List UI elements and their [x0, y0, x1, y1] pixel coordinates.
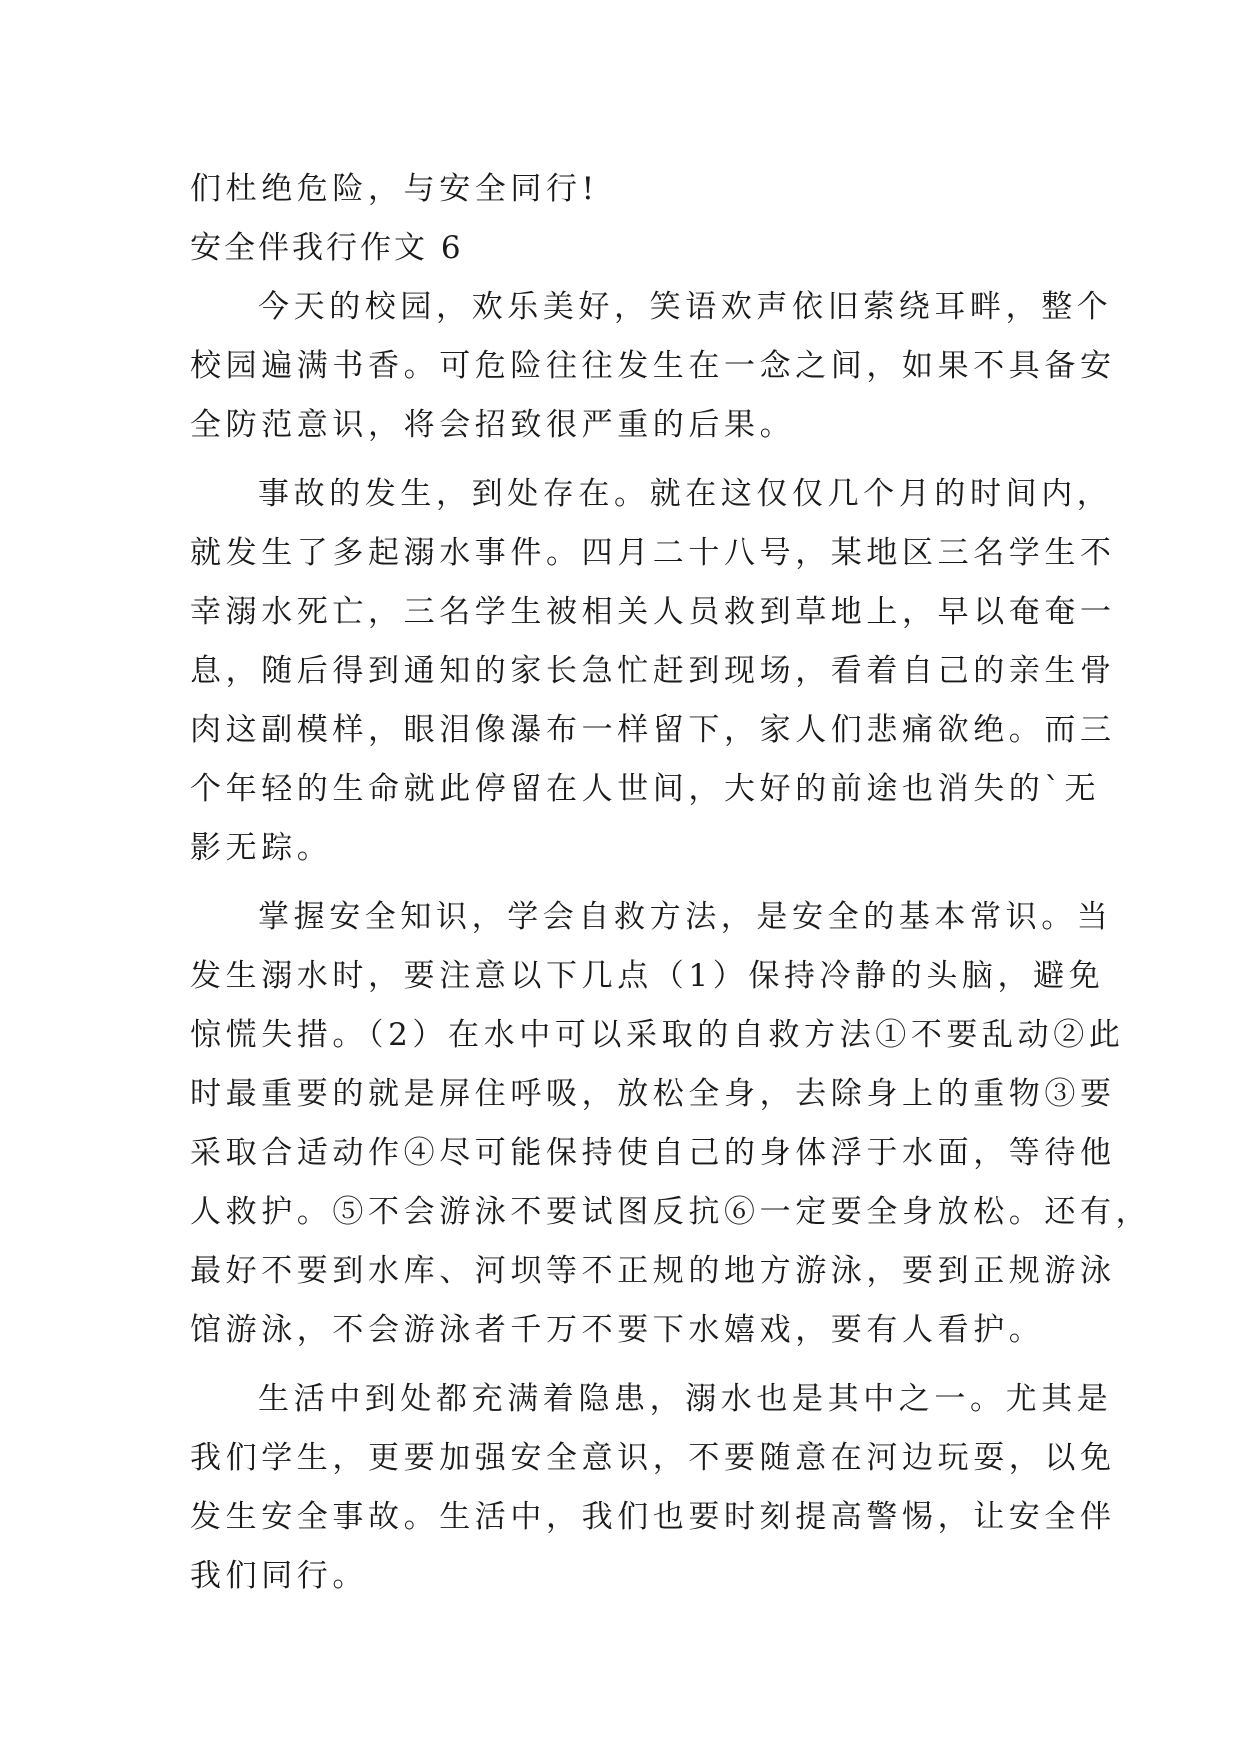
- paragraph-line: 肉这副模样，眼泪像瀑布一样留下，家人们悲痛欲绝。而三: [190, 712, 1116, 748]
- paragraph-3: [190, 888, 1152, 1360]
- paragraph-line: 幸溺水死亡，三名学生被相关人员救到草地上，早以奄奄一: [190, 594, 1116, 630]
- paragraph-line: 最好不要到水库、河坝等不正规的地方游泳，要到正规游泳: [190, 1253, 1116, 1289]
- paragraph-4: [190, 1370, 1116, 1606]
- paragraph-line: 影无踪。: [190, 830, 333, 866]
- paragraph-line: 馆游泳，不会游泳者千万不要下水嬉戏，要有人看护。: [190, 1312, 1045, 1348]
- paragraph-line: 人救护。⑤不会游泳不要试图反抗⑥一定要全身放松。还有，: [190, 1194, 1152, 1230]
- paragraph-line: 全防范意识，将会招致很严重的后果。: [190, 407, 796, 443]
- paragraph-line: 我们学生，更要加强安全意识，不要随意在河边玩耍，以免: [190, 1440, 1116, 1476]
- paragraph-line: 息，随后得到通知的家长急忙赶到现场，看着自己的亲生骨: [190, 653, 1116, 689]
- paragraph-line: 发生溺水时，要注意以下几点（1）保持冷静的头脑，避免: [190, 958, 1105, 994]
- paragraph-line: 惊慌失措。（2）在水中可以采取的自救方法①不要乱动②此: [190, 1017, 1125, 1053]
- paragraph-line: 个年轻的生命就此停留在人世间，大好的前途也消失的`无: [190, 771, 1101, 807]
- paragraph-2: [190, 465, 1116, 878]
- essay-heading: 安全伴我行作文 6: [190, 230, 464, 266]
- paragraph-line: 发生安全事故。生活中，我们也要时刻提高警惕，让安全伴: [190, 1499, 1116, 1535]
- document-page: [190, 160, 1152, 1606]
- paragraph-1: [190, 278, 1116, 455]
- paragraph-line: 事故的发生，到处存在。就在这仅仅几个月的时间内，: [258, 476, 1113, 512]
- paragraph-line: 生活中到处都充满着隐患，溺水也是其中之一。尤其是: [258, 1381, 1113, 1417]
- paragraph-line: 校园遍满书香。可危险往往发生在一念之间，如果不具备安: [190, 348, 1116, 384]
- paragraph-line: 今天的校园，欢乐美好，笑语欢声依旧萦绕耳畔，整个: [258, 289, 1113, 325]
- paragraph-line: 时最重要的就是屏住呼吸，放松全身，去除身上的重物③要: [190, 1076, 1116, 1112]
- continuation-line: 们杜绝危险，与安全同行!: [190, 171, 599, 207]
- paragraph-line: 掌握安全知识，学会自救方法，是安全的基本常识。当: [258, 899, 1113, 935]
- paragraph-line: 采取合适动作④尽可能保持使自己的身体浮于水面，等待他: [190, 1135, 1116, 1171]
- paragraph-line: 我们同行。: [190, 1558, 368, 1594]
- paragraph-line: 就发生了多起溺水事件。四月二十八号，某地区三名学生不: [190, 535, 1116, 571]
